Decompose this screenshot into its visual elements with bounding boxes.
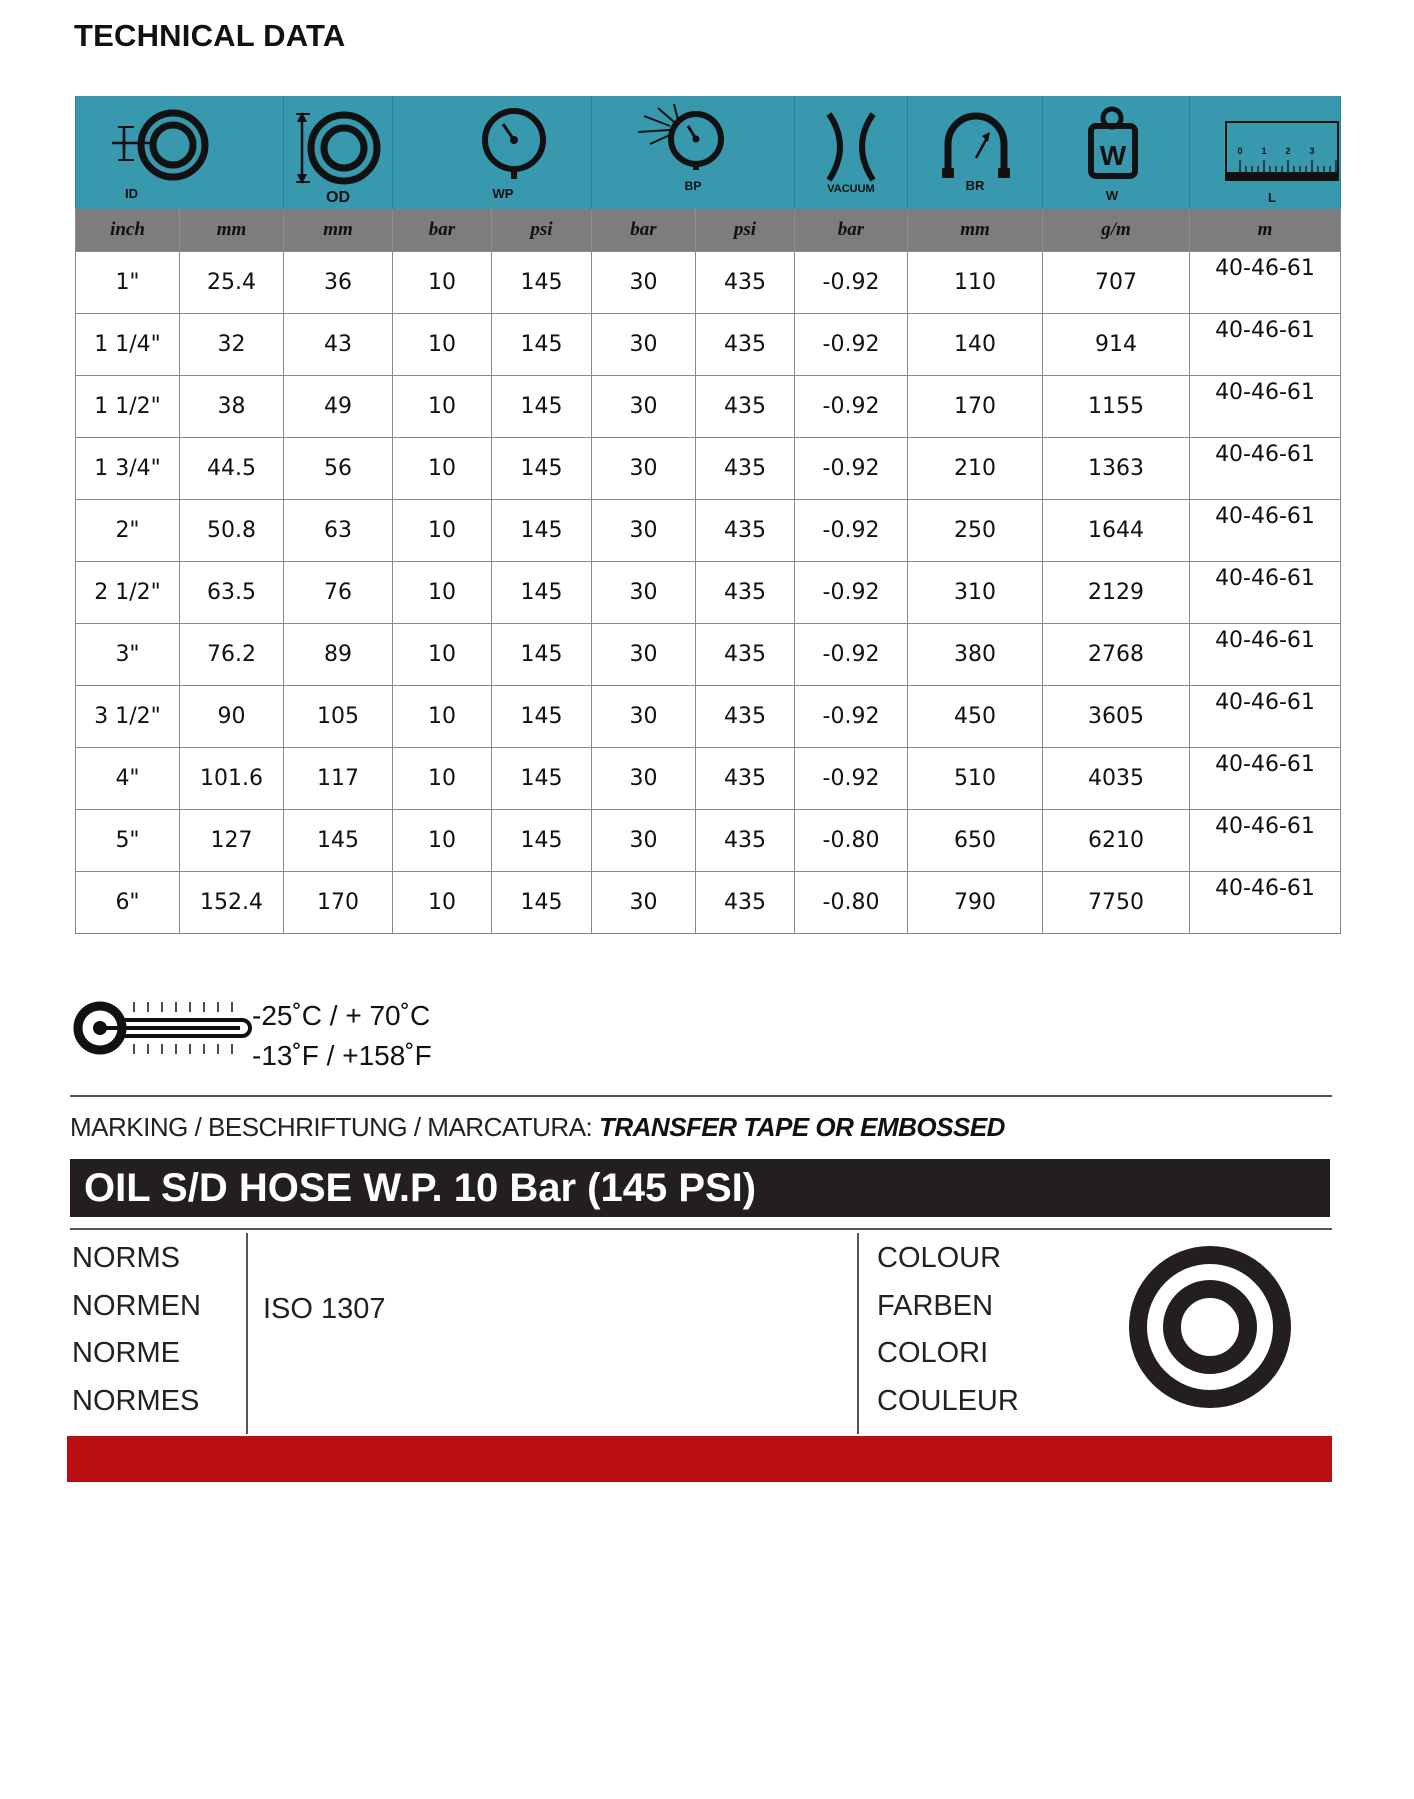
divider [70, 1095, 1332, 1097]
colour-label: COLORI [877, 1337, 989, 1369]
table-cell: 2" [76, 500, 180, 562]
table-cell: 40-46-61 [1190, 562, 1341, 624]
temperature-celsius: -25˚C / + 70˚C [252, 1000, 431, 1031]
table-cell: 89 [284, 624, 393, 686]
table-cell: 3 1/2" [76, 686, 180, 748]
table-cell: 101.6 [180, 748, 284, 810]
table-row [76, 810, 1341, 872]
id-icon-label: ID [125, 186, 138, 201]
unit-cell: mm [284, 209, 393, 252]
table-cell: -0.92 [795, 376, 908, 438]
table-cell: 117 [284, 748, 393, 810]
table-cell: 435 [696, 624, 795, 686]
table-cell: 110 [908, 252, 1043, 314]
table-cell: 435 [696, 562, 795, 624]
table-cell: 40-46-61 [1190, 872, 1341, 934]
table-cell: 30 [592, 438, 696, 500]
table-row [76, 252, 1341, 314]
table-row [76, 438, 1341, 500]
br-icon-label: BR [965, 178, 985, 193]
table-cell: 435 [696, 500, 795, 562]
table-cell: 1 3/4" [76, 438, 180, 500]
table-cell: 650 [908, 810, 1043, 872]
table-cell: 6210 [1043, 810, 1190, 872]
br-header [908, 96, 1043, 209]
table-cell: 170 [284, 872, 393, 934]
table-cell: 10 [393, 810, 492, 872]
table-cell: 1 1/2" [76, 376, 180, 438]
norms-labels [72, 1235, 201, 1425]
table-cell: 40-46-61 [1190, 252, 1341, 314]
norms-label: NORMS [72, 1242, 180, 1274]
table-cell: 30 [592, 810, 696, 872]
table-cell: 40-46-61 [1190, 686, 1341, 748]
vacuum-header [795, 96, 908, 209]
thermometer-icon [72, 996, 252, 1060]
table-cell: 30 [592, 686, 696, 748]
bp-header [592, 96, 795, 209]
unit-row [76, 209, 1341, 252]
table-cell: 30 [592, 748, 696, 810]
unit-cell: bar [795, 209, 908, 252]
norms-label: NORMEN [72, 1289, 201, 1322]
bp-icon-label: BP [684, 179, 702, 193]
table-cell: 435 [696, 686, 795, 748]
table-cell: 4035 [1043, 748, 1190, 810]
l-icon-label: L [1268, 190, 1276, 205]
table-cell: 435 [696, 252, 795, 314]
table-cell: 10 [393, 624, 492, 686]
table-cell: 43 [284, 314, 393, 376]
table-row [76, 872, 1341, 934]
table-cell: 310 [908, 562, 1043, 624]
table-cell: 30 [592, 252, 696, 314]
table-cell: 44.5 [180, 438, 284, 500]
table-cell: 10 [393, 500, 492, 562]
table-cell: 145 [492, 624, 592, 686]
table-cell: 145 [492, 376, 592, 438]
table-cell: 90 [180, 686, 284, 748]
unit-cell: m [1190, 209, 1341, 252]
unit-cell: mm [908, 209, 1043, 252]
table-cell: 10 [393, 252, 492, 314]
wp-header [393, 96, 592, 209]
w-header [1043, 96, 1190, 209]
table-cell: 435 [696, 810, 795, 872]
table-cell: 49 [284, 376, 393, 438]
table-cell: 38 [180, 376, 284, 438]
temperature-fahrenheit: -13˚F / +158˚F [252, 1040, 432, 1071]
table-cell: 145 [492, 252, 592, 314]
colour-label: COULEUR [877, 1384, 1019, 1417]
table-cell: 435 [696, 376, 795, 438]
table-cell: 40-46-61 [1190, 624, 1341, 686]
table-cell: 105 [284, 686, 393, 748]
table-cell: 56 [284, 438, 393, 500]
unit-cell: mm [180, 209, 284, 252]
divider [70, 1228, 1332, 1230]
table-cell: 76 [284, 562, 393, 624]
table-cell: 6" [76, 872, 180, 934]
table-cell: 170 [908, 376, 1043, 438]
column-divider [246, 1233, 248, 1434]
table-cell: 63.5 [180, 562, 284, 624]
table-cell: -0.92 [795, 314, 908, 376]
colour-label: COLOUR [877, 1242, 1002, 1274]
table-cell: 50.8 [180, 500, 284, 562]
table-cell: 36 [284, 252, 393, 314]
w-icon-label: W [1105, 188, 1119, 203]
colour-labels [877, 1235, 1019, 1425]
table-cell: 7750 [1043, 872, 1190, 934]
table-cell: 3" [76, 624, 180, 686]
table-cell: 145 [492, 314, 592, 376]
od-header [284, 96, 393, 209]
table-cell: 40-46-61 [1190, 810, 1341, 872]
table-cell: 25.4 [180, 252, 284, 314]
table-cell: 790 [908, 872, 1043, 934]
table-cell: 30 [592, 500, 696, 562]
table-row [76, 686, 1341, 748]
table-cell: 1155 [1043, 376, 1190, 438]
norms-label: NORME [72, 1337, 180, 1369]
table-cell: 40-46-61 [1190, 500, 1341, 562]
ruler-tick-0: 0 [1237, 146, 1243, 156]
table-cell: 2768 [1043, 624, 1190, 686]
page-title: TECHNICAL DATA [74, 18, 346, 53]
table-cell: 145 [492, 748, 592, 810]
table-cell: 380 [908, 624, 1043, 686]
table-row [76, 314, 1341, 376]
table-cell: 40-46-61 [1190, 314, 1341, 376]
unit-cell: psi [696, 209, 795, 252]
table-cell: 145 [492, 500, 592, 562]
table-cell: 40-46-61 [1190, 438, 1341, 500]
table-row [76, 624, 1341, 686]
wp-icon-label: WP [492, 186, 514, 201]
table-cell: 40-46-61 [1190, 376, 1341, 438]
table-cell: 63 [284, 500, 393, 562]
table-row [76, 376, 1341, 438]
table-cell: 1644 [1043, 500, 1190, 562]
table-cell: -0.80 [795, 810, 908, 872]
table-cell: 914 [1043, 314, 1190, 376]
table-cell: 145 [492, 810, 592, 872]
table-cell: -0.92 [795, 252, 908, 314]
technical-data-table [75, 96, 1341, 934]
table-cell: 10 [393, 748, 492, 810]
table-row [76, 562, 1341, 624]
table-cell: -0.92 [795, 438, 908, 500]
table-cell: 450 [908, 686, 1043, 748]
table-cell: 30 [592, 872, 696, 934]
table-cell: -0.92 [795, 624, 908, 686]
table-cell: 3605 [1043, 686, 1190, 748]
table-cell: 140 [908, 314, 1043, 376]
table-cell: -0.92 [795, 562, 908, 624]
icon-header-row [76, 96, 1341, 209]
accent-bar [67, 1436, 1332, 1482]
table-cell: 707 [1043, 252, 1190, 314]
table-cell: 10 [393, 438, 492, 500]
table-row [76, 500, 1341, 562]
table-cell: 1 1/4" [76, 314, 180, 376]
table-cell: -0.92 [795, 686, 908, 748]
table-cell: 30 [592, 376, 696, 438]
table-cell: 145 [284, 810, 393, 872]
product-title-banner: OIL S/D HOSE W.P. 10 Bar (145 PSI) [70, 1159, 1330, 1217]
colour-label: FARBEN [877, 1289, 994, 1322]
table-cell: 210 [908, 438, 1043, 500]
table-cell: 145 [492, 872, 592, 934]
table-cell: 145 [492, 438, 592, 500]
table-cell: 1363 [1043, 438, 1190, 500]
table-cell: 127 [180, 810, 284, 872]
unit-cell: inch [76, 209, 180, 252]
od-icon-label: OD [326, 189, 350, 206]
table-cell: 10 [393, 686, 492, 748]
hose-colour-swatch-icon [1128, 1245, 1292, 1409]
table-cell: 145 [492, 562, 592, 624]
unit-cell: bar [393, 209, 492, 252]
ruler-tick-2: 2 [1285, 146, 1291, 156]
table-cell: 435 [696, 872, 795, 934]
ruler-tick-3: 3 [1309, 146, 1315, 156]
table-cell: 40-46-61 [1190, 748, 1341, 810]
unit-cell: psi [492, 209, 592, 252]
l-header [1190, 96, 1341, 209]
table-cell: 2 1/2" [76, 562, 180, 624]
table-body [76, 252, 1341, 934]
vacuum-icon-label: VACUUM [827, 183, 875, 195]
unit-cell: bar [592, 209, 696, 252]
table-cell: 10 [393, 872, 492, 934]
table-cell: 76.2 [180, 624, 284, 686]
table-cell: 10 [393, 376, 492, 438]
norms-label: NORMES [72, 1384, 200, 1417]
table-cell: 435 [696, 438, 795, 500]
table-row [76, 748, 1341, 810]
table-cell: 435 [696, 748, 795, 810]
table-cell: 1" [76, 252, 180, 314]
norms-colour-box [70, 1231, 1332, 1434]
ruler-tick-1: 1 [1261, 146, 1267, 156]
table-cell: 32 [180, 314, 284, 376]
svg-text:W: W [1099, 140, 1127, 171]
table-cell: -0.92 [795, 748, 908, 810]
table-cell: 435 [696, 314, 795, 376]
marking-value: TRANSFER TAPE OR EMBOSSED [599, 1112, 1005, 1142]
table-cell: 30 [592, 624, 696, 686]
table-cell: -0.80 [795, 872, 908, 934]
norm-value: ISO 1307 [263, 1293, 386, 1325]
table-cell: 10 [393, 314, 492, 376]
table-cell: 145 [492, 686, 592, 748]
table-cell: 510 [908, 748, 1043, 810]
table-cell: 30 [592, 314, 696, 376]
table-cell: 4" [76, 748, 180, 810]
marking-line [70, 1112, 1005, 1143]
table-cell: 250 [908, 500, 1043, 562]
table-cell: 5" [76, 810, 180, 872]
temperature-range [252, 996, 432, 1076]
table-cell: 30 [592, 562, 696, 624]
table-cell: -0.92 [795, 500, 908, 562]
table-cell: 2129 [1043, 562, 1190, 624]
id-header [76, 96, 284, 209]
unit-cell: g/m [1043, 209, 1190, 252]
column-divider [857, 1233, 859, 1434]
table-cell: 152.4 [180, 872, 284, 934]
marking-label: MARKING / BESCHRIFTUNG / MARCATURA: [70, 1112, 599, 1142]
table-cell: 10 [393, 562, 492, 624]
